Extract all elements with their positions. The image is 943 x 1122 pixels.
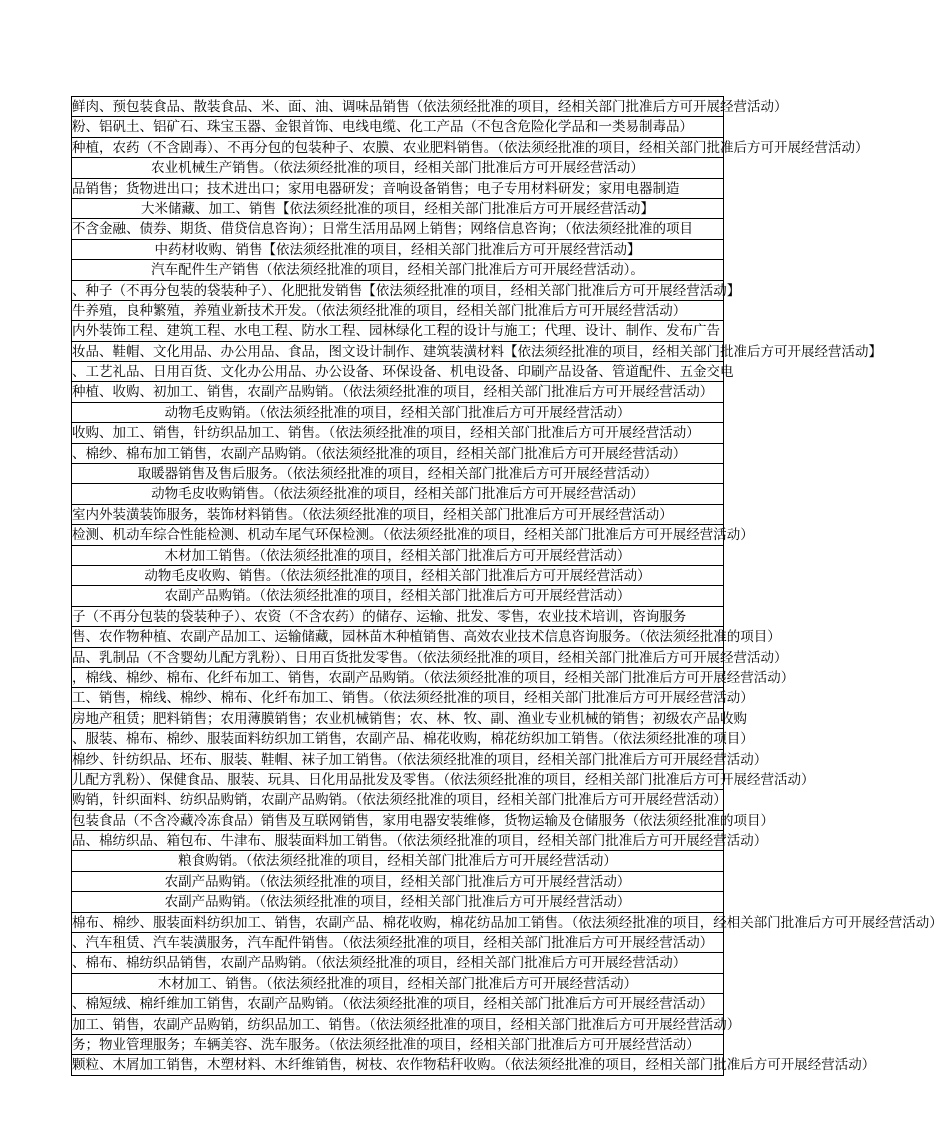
table-row[interactable]: 种植、收购、初加工、销售，农副产品购销。（依法须经批准的项目，经相关部门批准后方可开展经营活动） xyxy=(72,382,723,402)
table-row[interactable]: 妆品、鞋帽、文化用品、办公用品、食品，图文设计制作、建筑装潢材料【依法须经批准的项目，经相关部门批准后方可开展经营活动】 xyxy=(72,342,723,362)
table-row[interactable]: 动物毛皮收购销售。（依法须经批准的项目，经相关部门批准后方可开展经营活动） xyxy=(72,484,723,504)
table-row[interactable]: 品、乳制品（不含婴幼儿配方乳粉）、日用百货批发零售。（依法须经批准的项目，经相关部门批准后方可开展经营活动） xyxy=(72,648,723,668)
table-row[interactable]: 、棉布、棉纺织品销售，农副产品购销。（依法须经批准的项目，经相关部门批准后方可开展经营活动） xyxy=(72,953,723,973)
table-row[interactable]: 农副产品购销。（依法须经批准的项目，经相关部门批准后方可开展经营活动） xyxy=(72,586,723,606)
table-row[interactable]: 品销售；货物进出口；技术进出口；家用电器研发；音响设备销售；电子专用材料研发；家用电器制造 xyxy=(72,179,723,199)
table-row[interactable]: 木材加工销售。（依法须经批准的项目，经相关部门批准后方可开展经营活动） xyxy=(72,546,723,566)
table-row[interactable]: 售、农作物种植、农副产品加工、运输储藏，园林苗木种植销售、高效农业技术信息咨询服务。（依法须经批准的项目） xyxy=(72,627,723,647)
table-row[interactable]: 农副产品购销。（依法须经批准的项目，经相关部门批准后方可开展经营活动） xyxy=(72,892,723,912)
table-row[interactable]: 木材加工、销售。（依法须经批准的项目，经相关部门批准后方可开展经营活动） xyxy=(72,974,723,994)
table-row[interactable]: 动物毛皮购销。（依法须经批准的项目，经相关部门批准后方可开展经营活动） xyxy=(72,403,723,423)
table-row[interactable]: 大米储藏、加工、销售【依法须经批准的项目，经相关部门批准后方可开展经营活动】 xyxy=(72,199,723,219)
table-row[interactable]: 、工艺礼品、日用百货、文化办公用品、办公设备、环保设备、机电设备、印刷产品设备、管道配件、五金交电 xyxy=(72,362,723,382)
table-row[interactable]: 农副产品购销。（依法须经批准的项目，经相关部门批准后方可开展经营活动） xyxy=(72,872,723,892)
table-row[interactable]: 棉布、棉纱、服装面料纺织加工、销售，农副产品、棉花收购，棉花纺品加工销售。（依法须经批准的项目，经相关部门批准后方可开展经营活动） xyxy=(72,913,723,933)
table-row[interactable]: 子（不再分包装的袋装种子）、农资（不含农药）的储存、运输、批发、零售，农业技术培训，咨询服务 xyxy=(72,607,723,627)
table-row[interactable]: ，棉线、棉纱、棉布、化纤布加工、销售，农副产品购销。（依法须经批准的项目，经相关部门批准后方可开展经营活动） xyxy=(72,668,723,688)
table-row[interactable]: 房地产租赁；肥料销售；农用薄膜销售；农业机械销售；农、林、牧、副、渔业专业机械的销售；初级农产品收购 xyxy=(72,709,723,729)
table-row[interactable]: 种植，农药（不含剧毒）、不再分包的包装种子、农膜、农业肥料销售。（依法须经批准的项目，经相关部门批准后方可开展经营活动） xyxy=(72,138,723,158)
table-row[interactable]: 颗粒、木屑加工销售，木塑材料、木纤维销售，树枝、农作物秸秆收购。（依法须经批准的项目，经相关部门批准后方可开展经营活动） xyxy=(72,1055,723,1075)
table-row[interactable]: 加工、销售，农副产品购销，纺织品加工、销售。（依法须经批准的项目，经相关部门批准后方可开展经营活动） xyxy=(72,1015,723,1035)
table-row[interactable]: 农业机械生产销售。（依法须经批准的项目，经相关部门批准后方可开展经营活动） xyxy=(72,158,723,178)
table-row[interactable]: 购销，针织面料、纺织品购销，农副产品购销。（依法须经批准的项目，经相关部门批准后方可开展经营活动） xyxy=(72,790,723,810)
table-row[interactable]: 粉、铝矾土、铝矿石、珠宝玉器、金银首饰、电线电缆、化工产品（不包含危险化学品和一类易制毒品） xyxy=(72,117,723,137)
table-row[interactable]: 包装食品（不含冷藏冷冻食品）销售及互联网销售，家用电器安装维修，货物运输及仓储服务（依法须经批准的项目） xyxy=(72,811,723,831)
table-row[interactable]: 不含金融、债券、期货、借贷信息咨询）；日常生活用品网上销售；网络信息咨询；（依法须经批准的项目 xyxy=(72,219,723,239)
table-row[interactable]: 汽车配件生产销售（依法须经批准的项目，经相关部门批准后方可开展经营活动）。 xyxy=(72,260,723,280)
spreadsheet-column xyxy=(71,96,943,1076)
table-row[interactable]: 棉纱、针纺织品、坯布、服装、鞋帽、袜子加工销售。（依法须经批准的项目，经相关部门批准后方可开展经营活动） xyxy=(72,750,723,770)
table-row[interactable]: 、种子（不再分包装的袋装种子）、化肥批发销售【依法须经批准的项目，经相关部门批准后方可开展经营活动】 xyxy=(72,281,723,301)
table-row[interactable]: 、棉短绒、棉纤维加工销售，农副产品购销。（依法须经批准的项目，经相关部门批准后方可开展经营活动） xyxy=(72,994,723,1014)
table-row[interactable]: 、汽车租赁、汽车装潢服务，汽车配件销售。（依法须经批准的项目，经相关部门批准后方可开展经营活动） xyxy=(72,933,723,953)
table-row[interactable]: 、棉纱、棉布加工销售，农副产品购销。（依法须经批准的项目，经相关部门批准后方可开展经营活动） xyxy=(72,444,723,464)
table-row[interactable]: 儿配方乳粉）、保健食品、服装、玩具、日化用品批发及零售。（依法须经批准的项目，经相关部门批准后方可开展经营活动） xyxy=(72,770,723,790)
table-row[interactable]: 品、棉纺织品、箱包布、牛津布、服装面料加工销售。（依法须经批准的项目，经相关部门批准后方可开展经营活动） xyxy=(72,831,723,851)
table-row[interactable]: 室内外装潢装饰服务，装饰材料销售。（依法须经批准的项目，经相关部门批准后方可开展经营活动） xyxy=(72,505,723,525)
table-row[interactable]: 中药材收购、销售【依法须经批准的项目，经相关部门批准后方可开展经营活动】 xyxy=(72,240,723,260)
table-row[interactable]: 工、销售，棉线、棉纱、棉布、化纤布加工、销售。（依法须经批准的项目，经相关部门批准后方可开展经营活动） xyxy=(72,688,723,708)
table-row[interactable]: 检测、机动车综合性能检测、机动车尾气环保检测。（依法须经批准的项目，经相关部门批准后方可开展经营活动） xyxy=(72,525,723,545)
table-row[interactable]: 牛养殖，良种繁殖，养殖业新技术开发。（依法须经批准的项目，经相关部门批准后方可开展经营活动） xyxy=(72,301,723,321)
table-row[interactable]: 务；物业管理服务；车辆美容、洗车服务。（依法须经批准的项目，经相关部门批准后方可开展经营活动） xyxy=(72,1035,723,1055)
table-row[interactable]: 收购、加工、销售，针纺织品加工、销售。（依法须经批准的项目，经相关部门批准后方可开展经营活动） xyxy=(72,423,723,443)
table-row[interactable]: 动物毛皮收购、销售。（依法须经批准的项目，经相关部门批准后方可开展经营活动） xyxy=(72,566,723,586)
table-row[interactable]: 内外装饰工程、建筑工程、水电工程、防水工程、园林绿化工程的设计与施工；代理、设计、制作、发布广告 xyxy=(72,321,723,341)
table-row[interactable]: 鲜肉、预包装食品、散装食品、米、面、油、调味品销售（依法须经批准的项目，经相关部门批准后方可开展经营活动） xyxy=(72,97,723,117)
table-row[interactable]: 、服装、棉布、棉纱、服装面料纺织加工销售，农副产品、棉花收购，棉花纺织加工销售。（依法须经批准的项目） xyxy=(72,729,723,749)
table-row[interactable]: 取暖器销售及售后服务。（依法须经批准的项目，经相关部门批准后方可开展经营活动） xyxy=(72,464,723,484)
table-row[interactable]: 粮食购销。（依法须经批准的项目，经相关部门批准后方可开展经营活动） xyxy=(72,851,723,871)
